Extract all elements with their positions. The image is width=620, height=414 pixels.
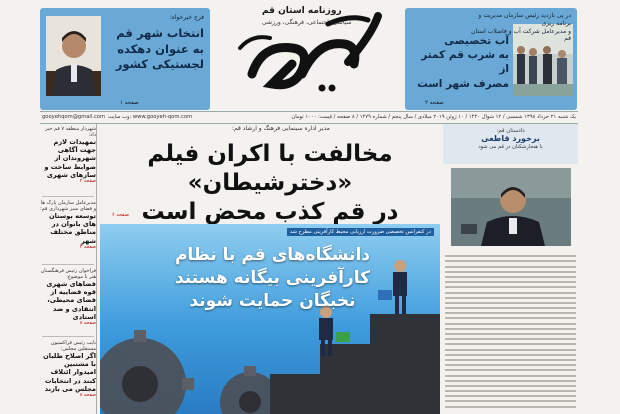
businessman-figure [378, 260, 407, 314]
paper-name: روزنامه استان قم [262, 6, 342, 16]
main-kicker: مدیر اداره سینمایی فرهنگ و ارشاد قم: [232, 125, 330, 132]
main-headline-line-1: مخالفت با اکران فیلم «دخترشیطان» [147, 141, 393, 196]
issue-info-bar [40, 111, 578, 124]
main-headline-line-2: در قم کذب محض است [141, 198, 399, 225]
feature-story-panel[interactable] [100, 224, 440, 414]
left-news-item[interactable]: شهردار منطقه ۷ قم خبر داد: تمهیدات لازم جهت آگاهی شهروندان از ضوابط ساخت و سازهای شهری صفحه ۲ [44, 126, 96, 185]
right-box-page-ref: صفحه ۲ [425, 100, 444, 106]
main-headline[interactable] [100, 140, 440, 226]
divider [42, 336, 94, 337]
right-promo-box[interactable] [405, 8, 577, 110]
feature-headline: دانشگاه‌های قم با نظام کارآفرینی بیگانه هستند نخبگان حمایت شوند [174, 245, 370, 311]
left-box-page-ref: صفحه ۱ [120, 100, 139, 106]
right-column-header: دادستان قم: برخورد قاطعی با هنجارشکنان در قم می شود [443, 124, 578, 164]
divider [42, 264, 94, 265]
paper-tagline: سیاسی، اجتماعی، فرهنگی، ورزشی [262, 19, 352, 26]
left-box-headline: انتخاب شهر قم به عنوان دهکده لجستیکی کشور [115, 26, 204, 72]
issue-date: یک شنبه ۲۱ خرداد ۱۳۹۸ شمسی / ۱۲ شوال ۱۴۴۰ / ۱۰ ژوئن ۲۰۱۹ میلادی / سال پنجم / شماره ۱۲۷۹ / ۸ صفحه / قیمت: ۱۰۰۰ تومان [291, 114, 576, 120]
divider [42, 196, 94, 197]
left-news-item[interactable]: فراخوان رئیس فرهنگستان هنر با موضوع: فضاهای شهری قوه قضاییه از فضای محیطی، انتقادی و ضد استادی صفحه ۸ [40, 268, 96, 327]
left-news-item[interactable]: نایب رئیس فراکسیون مستقلین مجلس: اگر اصلاح طلبان با مشتبین امیدوار ائتلاف کنند در انتخابات مجلس می بازند صفحه ۸ [43, 340, 96, 399]
right-news-column[interactable] [443, 124, 578, 414]
right-box-headline: آب تخصیصی به شرب قم کمتر از مصرف شهر است [417, 35, 509, 90]
feature-kicker: در کنفرانس تخصصی ضرورت ارزیابی محیط کارآفرینی مطرح شد [287, 228, 434, 236]
right-column-body-text [443, 252, 578, 412]
newspaper-logo[interactable] [232, 4, 387, 100]
left-promo-box[interactable] [40, 8, 210, 110]
left-news-column [40, 124, 97, 414]
left-box-kicker: فرج خیرخواه: [169, 14, 204, 21]
email-link[interactable]: gooyehqom@gmail.com [42, 114, 106, 120]
prosecutor-photo [451, 168, 571, 246]
official-portrait-photo [46, 16, 101, 96]
left-news-item[interactable]: مدیرعامل سازمان پارک ها و فضای سبز شهرداری قم: توسعه بوستان های بانوان در مناطق مختلف شهر صفحه ۳ [40, 200, 96, 250]
main-page-ref: صفحه ۶ [112, 212, 129, 218]
right-box-kicker: در پی بازدید رئیس سازمان مدیریت و برنامه ریزی و مدیرعامل شرکت آب و فاضلاب استان قم [471, 12, 571, 43]
website-link[interactable]: وب سایت: www.gooyeh-qom.com [108, 114, 193, 120]
